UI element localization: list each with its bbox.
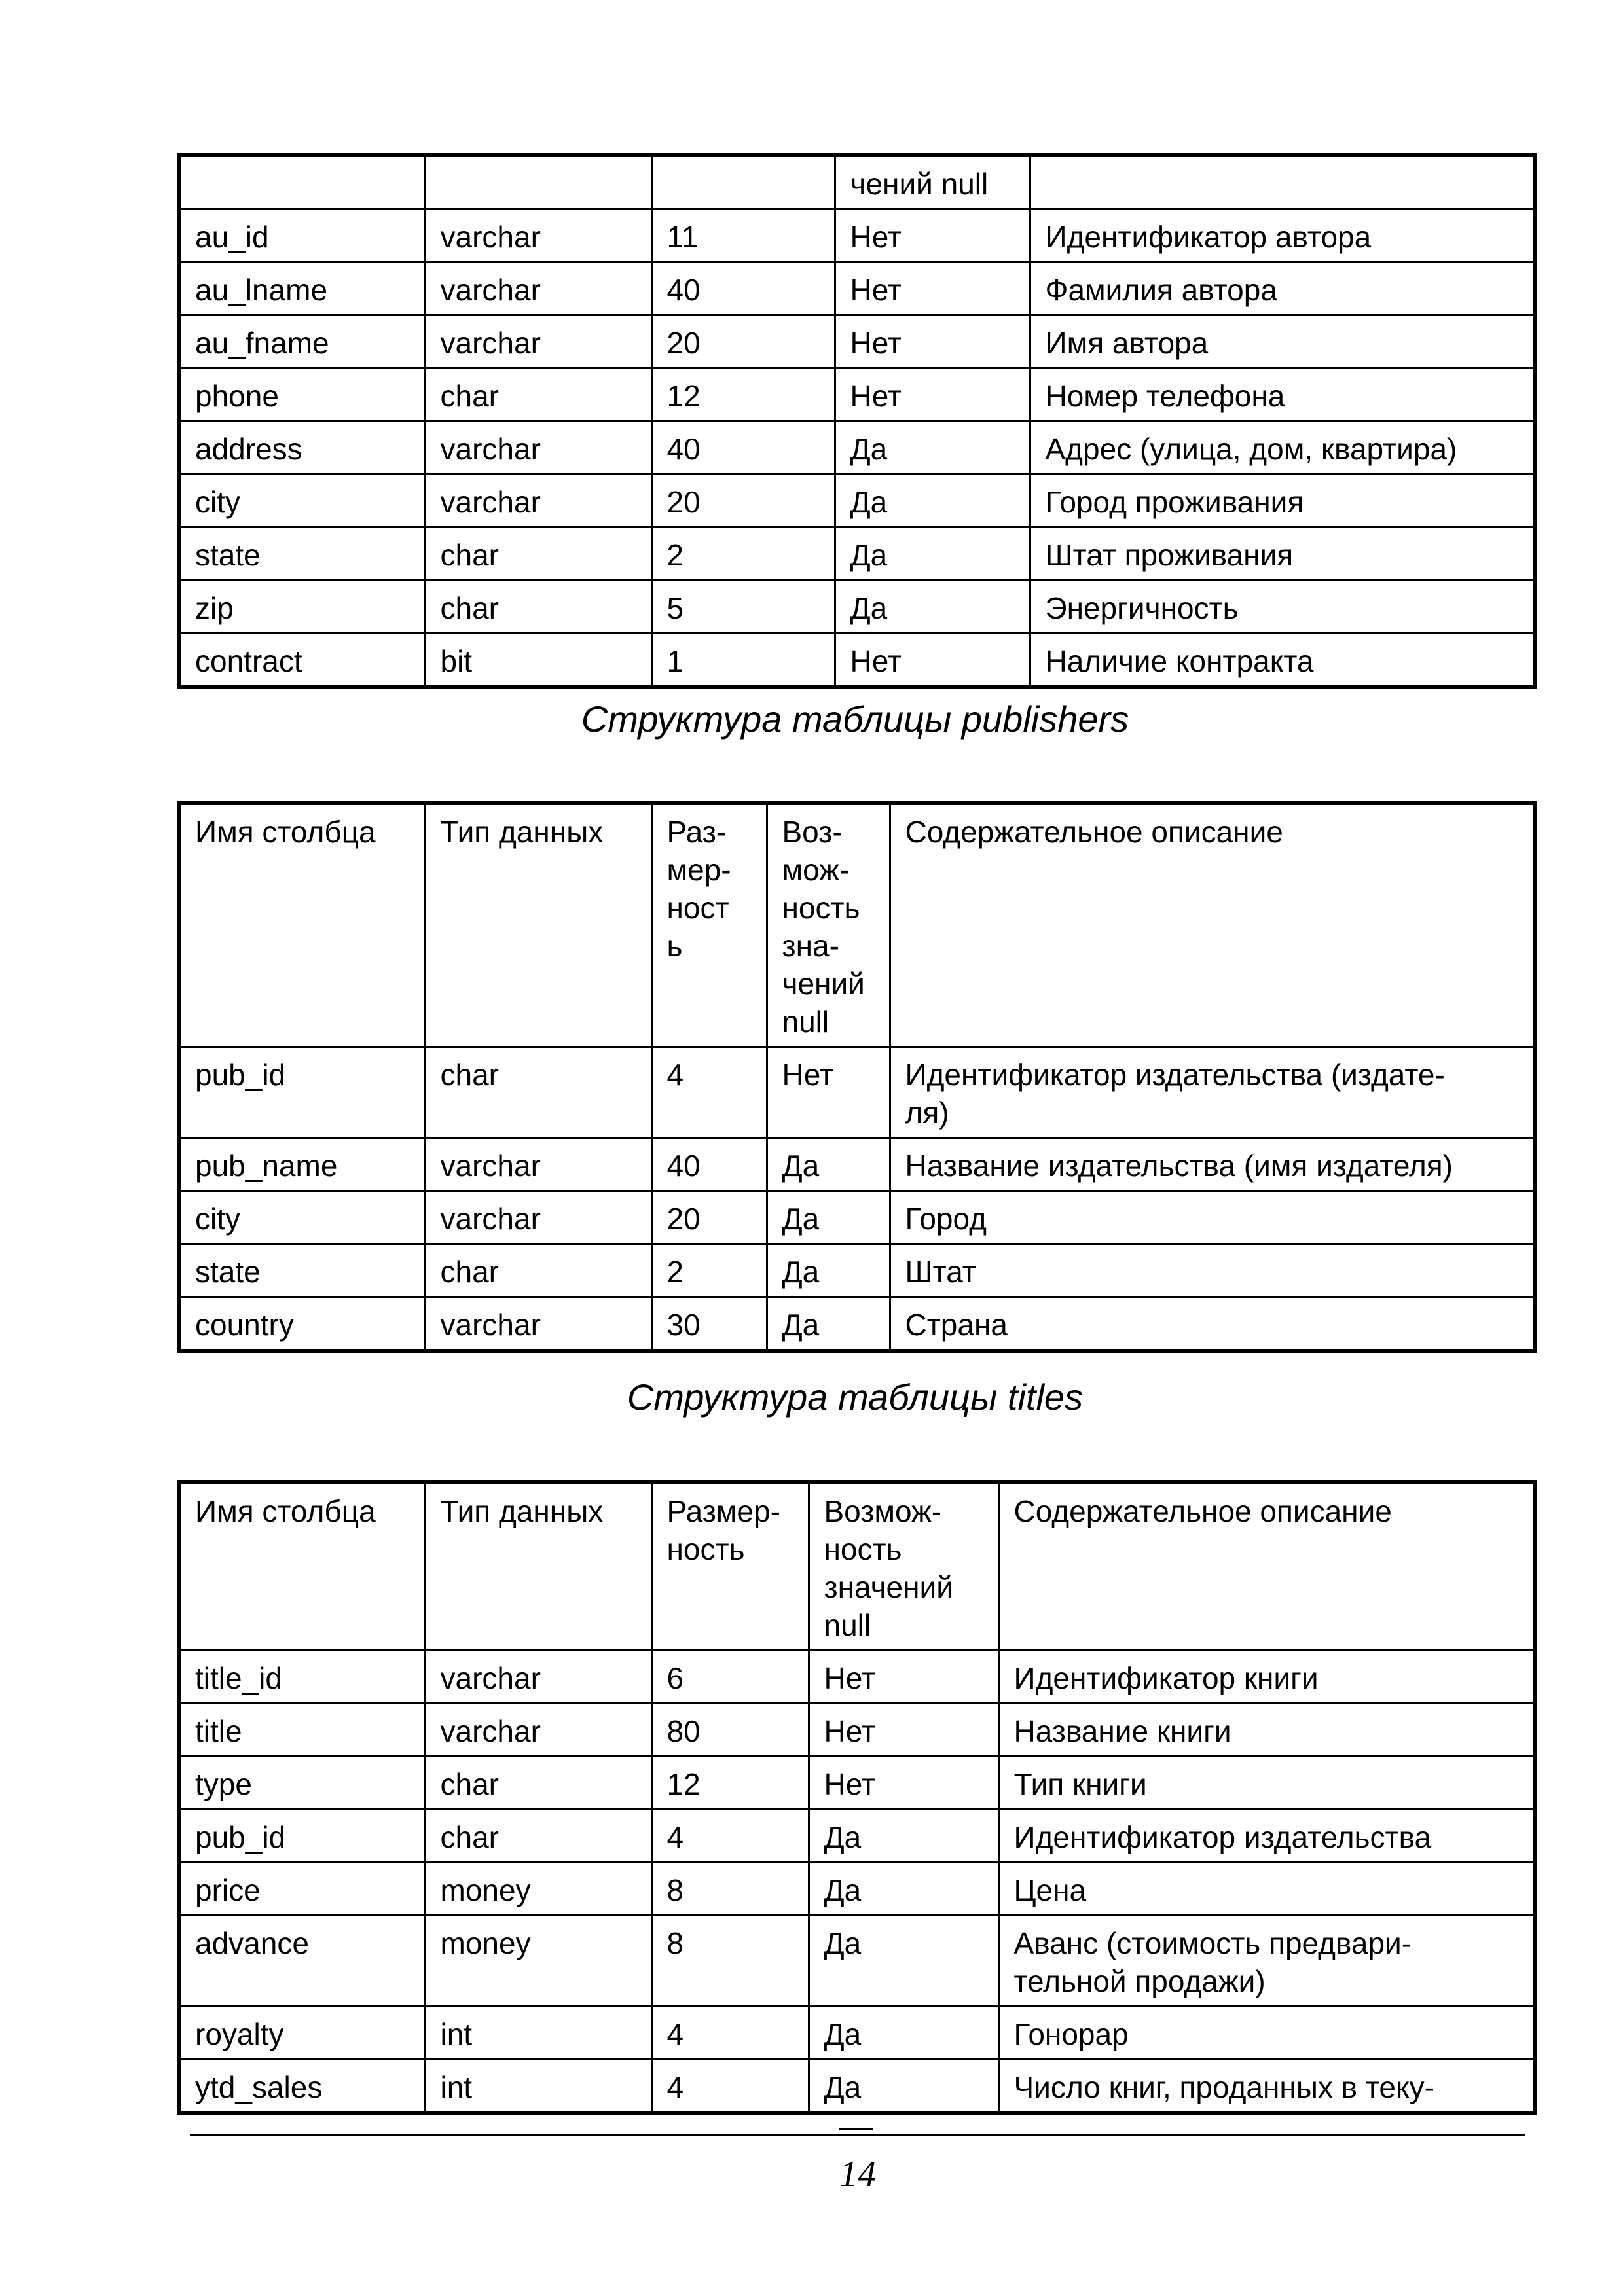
cell: Да [809, 1863, 998, 1916]
cell: Да [835, 422, 1030, 475]
cell [425, 155, 651, 209]
cell: varchar [425, 209, 651, 262]
table-row [179, 475, 1535, 528]
cell: Город [890, 1191, 1535, 1244]
cell: au_id [179, 209, 425, 262]
cell: Название издательства (имя издателя) [890, 1138, 1535, 1191]
cell: pub_id [179, 1047, 425, 1138]
cell: Штат проживания [1030, 528, 1535, 581]
cell: Да [835, 528, 1030, 581]
cell: Да [767, 1191, 890, 1244]
cell: city [179, 475, 425, 528]
cell: varchar [425, 315, 651, 368]
cell: Наличие контракта [1030, 634, 1535, 688]
cell: char [425, 1244, 651, 1297]
cell: Имя автора [1030, 315, 1535, 368]
cell: state [179, 1244, 425, 1297]
cell: 8 [651, 1916, 809, 2007]
cell: Да [835, 581, 1030, 634]
cell: type [179, 1757, 425, 1810]
table-row [179, 1810, 1535, 1863]
cell: 11 [651, 209, 835, 262]
cell: Штат [890, 1244, 1535, 1297]
cell: contract [179, 634, 425, 688]
cell: 40 [651, 422, 835, 475]
cell: 30 [651, 1297, 767, 1352]
column-header: Тип данных [425, 803, 651, 1047]
table-row [179, 634, 1535, 688]
table-row [179, 1863, 1535, 1916]
column-header: Имя столбца [179, 1482, 425, 1651]
cell: Нет [835, 368, 1030, 422]
table-row [179, 262, 1535, 315]
cell: Фамилия автора [1030, 262, 1535, 315]
cell: 4 [651, 2060, 809, 2114]
cell: 40 [651, 1138, 767, 1191]
table-row [179, 2007, 1535, 2060]
cell: varchar [425, 1704, 651, 1757]
publishers-table [177, 801, 1537, 1353]
page-number: 14 [839, 2154, 876, 2195]
cell: advance [179, 1916, 425, 2007]
table-row [179, 315, 1535, 368]
cell: Да [767, 1138, 890, 1191]
table-row [179, 528, 1535, 581]
cell: varchar [425, 262, 651, 315]
cell: Да [767, 1297, 890, 1352]
cell: ytd_sales [179, 2060, 425, 2114]
column-header: Размер- ность [651, 1482, 809, 1651]
table-row [179, 368, 1535, 422]
cell: varchar [425, 1138, 651, 1191]
cell: state [179, 528, 425, 581]
cell: Нет [809, 1704, 998, 1757]
cell: money [425, 1863, 651, 1916]
cell: money [425, 1916, 651, 2007]
cell: varchar [425, 1651, 651, 1704]
cell: Да [809, 1810, 998, 1863]
cell: country [179, 1297, 425, 1352]
table-row [179, 1138, 1535, 1191]
cell: pub_name [179, 1138, 425, 1191]
cell: Нет [835, 634, 1030, 688]
cell: Да [835, 475, 1030, 528]
cell: varchar [425, 422, 651, 475]
cell: city [179, 1191, 425, 1244]
cell: Да [809, 1916, 998, 2007]
cell: Нет [809, 1651, 998, 1704]
cell: 5 [651, 581, 835, 634]
cell: Аванс (стоимость предвари- тельной продажи) [998, 1916, 1535, 2007]
cell: 1 [651, 634, 835, 688]
cell: Нет [835, 315, 1030, 368]
table-row [179, 1704, 1535, 1757]
cell: Число книг, проданных в теку- [998, 2060, 1535, 2114]
cell: Идентификатор автора [1030, 209, 1535, 262]
table-row [179, 209, 1535, 262]
cell: Гонорар [998, 2007, 1535, 2060]
cell: Нет [835, 262, 1030, 315]
cell: Город проживания [1030, 475, 1535, 528]
cell: 2 [651, 528, 835, 581]
cell: Энергичность [1030, 581, 1535, 634]
table-header-row [179, 803, 1535, 1047]
column-header: Имя столбца [179, 803, 425, 1047]
cell: Нет [835, 209, 1030, 262]
cell: Да [809, 2060, 998, 2114]
cell: au_lname [179, 262, 425, 315]
cell: price [179, 1863, 425, 1916]
header-fragment-row [179, 155, 1535, 209]
cell: 40 [651, 262, 835, 315]
cell: Тип книги [998, 1757, 1535, 1810]
cell: 2 [651, 1244, 767, 1297]
cell: Идентификатор книги [998, 1651, 1535, 1704]
cell: char [425, 1757, 651, 1810]
cell: Адрес (улица, дом, квартира) [1030, 422, 1535, 475]
table-row [179, 1047, 1535, 1138]
column-header: Воз- мож- ность зна- чений null [767, 803, 890, 1047]
cell: char [425, 581, 651, 634]
table-row [179, 1191, 1535, 1244]
cell: bit [425, 634, 651, 688]
cell: 80 [651, 1704, 809, 1757]
column-header: Тип данных [425, 1482, 651, 1651]
table-row [179, 1916, 1535, 2007]
table-row [179, 581, 1535, 634]
table-row [179, 422, 1535, 475]
cell: au_fname [179, 315, 425, 368]
column-header: Раз- мер- ност ь [651, 803, 767, 1047]
footer-rule [190, 2134, 1525, 2136]
cell: address [179, 422, 425, 475]
authors-table-continued [177, 153, 1537, 689]
table-row [179, 1297, 1535, 1352]
cell: 20 [651, 1191, 767, 1244]
cell: varchar [425, 475, 651, 528]
footer-tick [839, 2128, 873, 2130]
cell: Да [767, 1244, 890, 1297]
cell: чений null [835, 155, 1030, 209]
cell: Да [809, 2007, 998, 2060]
cell: char [425, 528, 651, 581]
table-row [179, 1757, 1535, 1810]
publishers-table-caption: Структура таблицы publishers [581, 698, 1129, 740]
titles-table [177, 1480, 1537, 2115]
titles-table-caption: Структура таблицы titles [627, 1376, 1084, 1418]
cell: 4 [651, 2007, 809, 2060]
cell: 8 [651, 1863, 809, 1916]
cell: 4 [651, 1810, 809, 1863]
cell: Цена [998, 1863, 1535, 1916]
cell: int [425, 2007, 651, 2060]
cell: Нет [809, 1757, 998, 1810]
cell: varchar [425, 1191, 651, 1244]
cell [1030, 155, 1535, 209]
cell: zip [179, 581, 425, 634]
cell [651, 155, 835, 209]
cell: 20 [651, 475, 835, 528]
cell: varchar [425, 1297, 651, 1352]
cell: Нет [767, 1047, 890, 1138]
cell: char [425, 1047, 651, 1138]
cell: Идентификатор издательства [998, 1810, 1535, 1863]
cell: Номер телефона [1030, 368, 1535, 422]
column-header: Возмож- ность значений null [809, 1482, 998, 1651]
cell: title [179, 1704, 425, 1757]
cell: 20 [651, 315, 835, 368]
column-header: Содержательное описание [890, 803, 1535, 1047]
cell: 12 [651, 1757, 809, 1810]
table-header-row [179, 1482, 1535, 1651]
column-header: Содержательное описание [998, 1482, 1535, 1651]
cell: 4 [651, 1047, 767, 1138]
cell: Идентификатор издательства (издате- ля) [890, 1047, 1535, 1138]
cell: 6 [651, 1651, 809, 1704]
table-row [179, 2060, 1535, 2114]
cell: Страна [890, 1297, 1535, 1352]
cell: Название книги [998, 1704, 1535, 1757]
table-row [179, 1244, 1535, 1297]
cell: phone [179, 368, 425, 422]
table-row [179, 1651, 1535, 1704]
cell: char [425, 1810, 651, 1863]
cell [179, 155, 425, 209]
cell: title_id [179, 1651, 425, 1704]
cell: char [425, 368, 651, 422]
cell: int [425, 2060, 651, 2114]
cell: pub_id [179, 1810, 425, 1863]
cell: 12 [651, 368, 835, 422]
cell: royalty [179, 2007, 425, 2060]
